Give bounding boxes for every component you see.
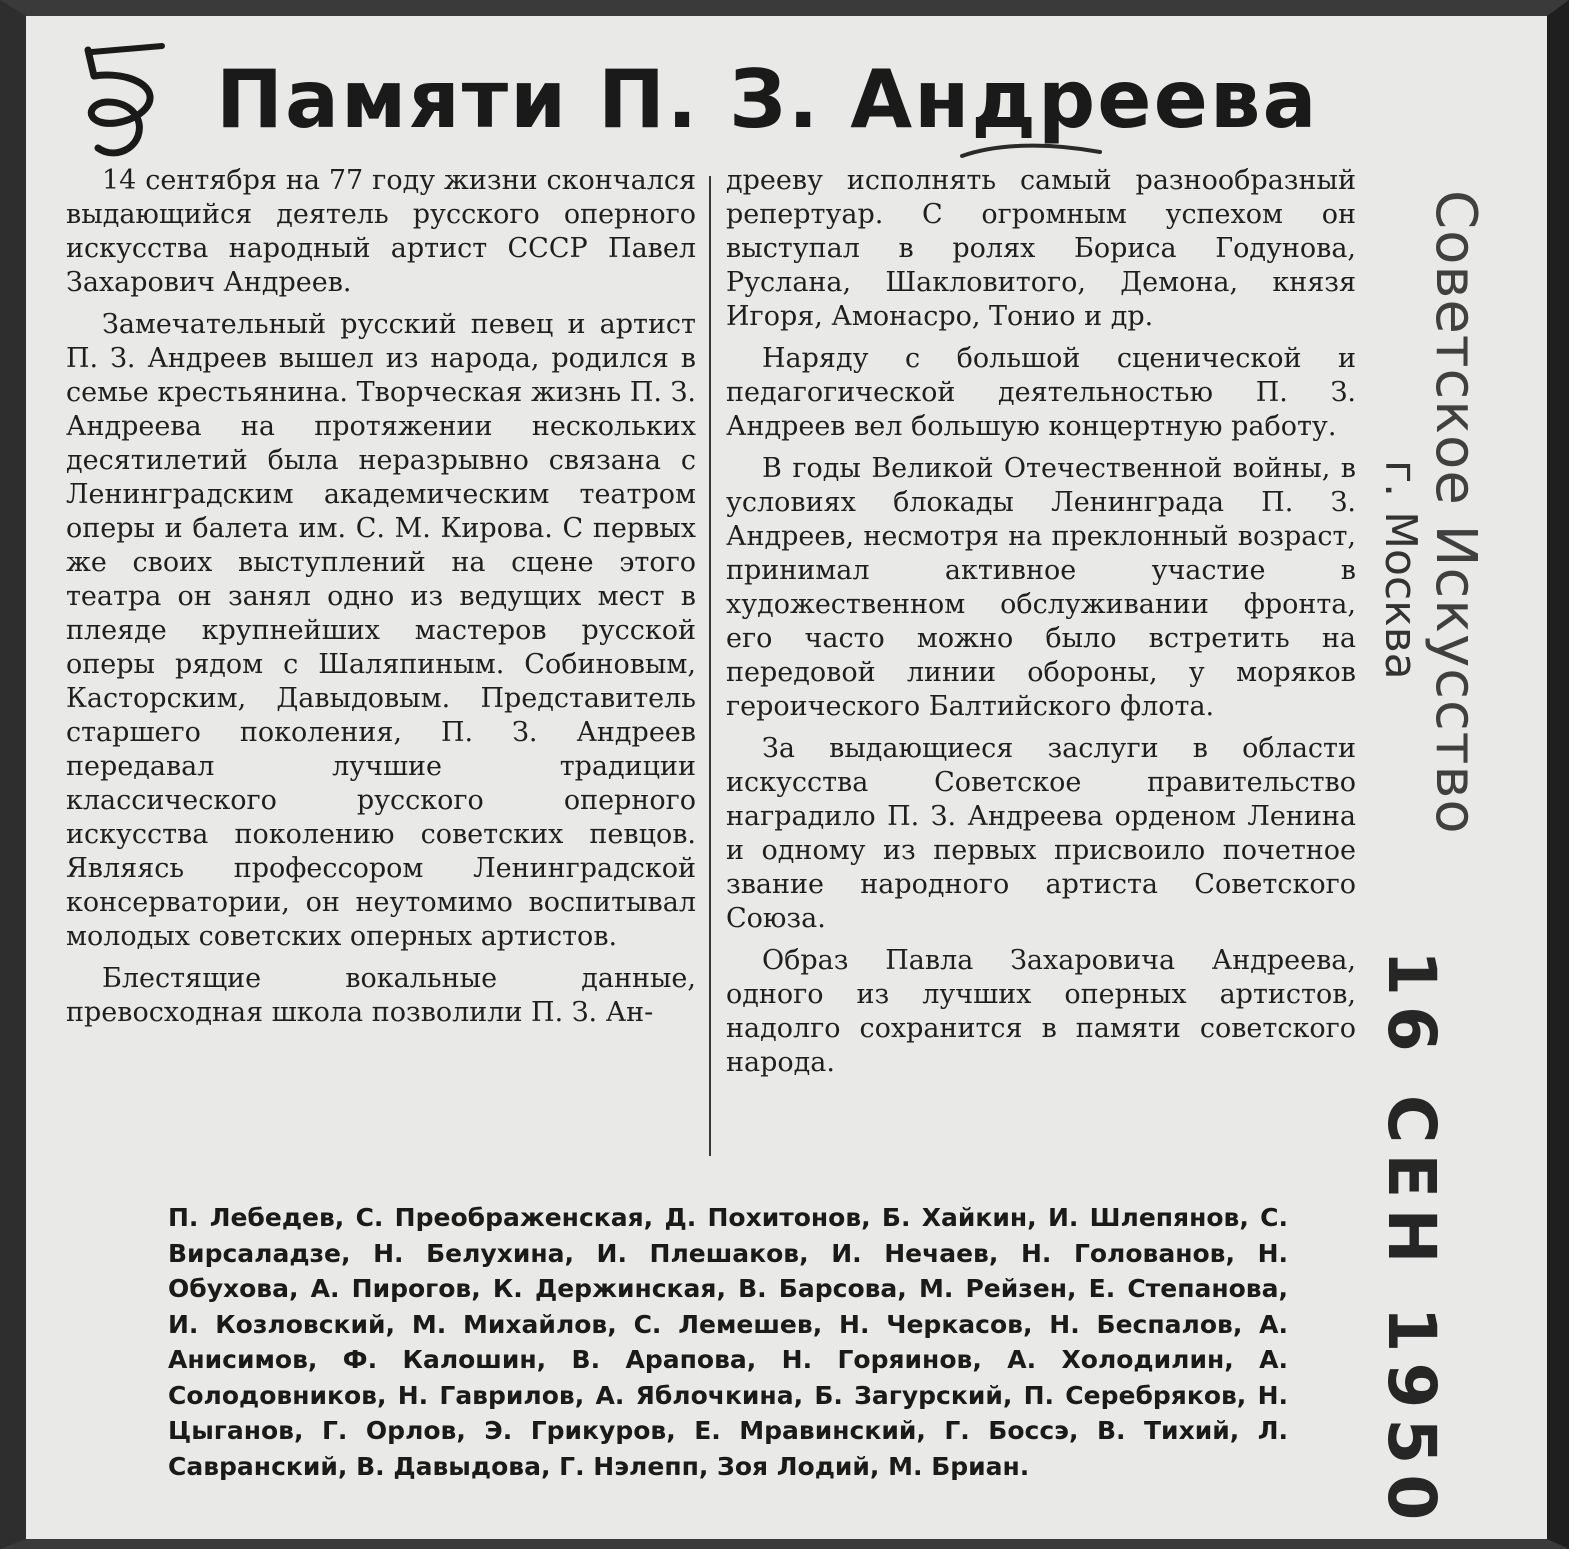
- paragraph: Блестящие вокальные данные, превосходная школа позволили П. З. Ан-: [66, 963, 696, 1028]
- article-column-left: [66, 164, 696, 1038]
- paragraph: дрееву исполнять самый разнообразный репертуар. С огромным успехом он выступал в ролях Бориса Годунова, Руслана, Шакловитого, Демона, князя Игоря, Амонасро, Тонио и др.: [726, 165, 1356, 332]
- paragraph: За выдающиеся заслуги в области искусства Советское правительство наградило П. З. Андреева орденом Ленина и одному из первых присвоило почетное звание народного артиста Советского Союза.: [726, 733, 1356, 934]
- paragraph: Образ Павла Захаровича Андреева, одного из лучших оперных артистов, надолго сохранится в памяти советского народа.: [726, 945, 1356, 1078]
- stamp-city: г. Москва: [1375, 460, 1426, 680]
- signatures-list: П. Лебедев, С. Преображенская, Д. Похитонов, Б. Хайкин, И. Шлепянов, С. Вирсаладзе, Н. Белухина, И. Плешаков, И. Нечаев, Н. Голованов, Н. Обухова, А. Пирогов, К. Держинская, В. Барсова, М. Рейзен, Е. Степанова, И. Козловский, М. Михайлов, С. Лемешев, Н. Черкасов, Н. Беспалов, А. Анисимов, Ф. Калошин, В. Арапова, Н. Горяинов, А. Холодилин, А. Солодовников, Н. Гаврилов, А. Яблочкина, Б. Загурский, П. Серебряков, Н. Цыганов, Г. Орлов, Э. Грикуров, Е. Мравинский, Г. Боссэ, В. Тихий, Л. Савранский, В. Давыдова, Г. Нэлепп, Зоя Лодий, М. Бриан.: [168, 1203, 1288, 1481]
- paragraph: В годы Великой Отечественной войны, в условиях блокады Ленинграда П. З. Андреев, несмотря на преклонный возраст, принимал активное участие в художественном обслуживании фронта, его часто можно было встретить на передовой линии обороны, у моряков героического Балтийского флота.: [726, 453, 1356, 722]
- handwritten-page-number: [78, 36, 170, 166]
- headline: Памяти П. З. Андреева: [216, 53, 1319, 146]
- stamp-publication: Советское Искусство: [1423, 190, 1488, 835]
- column-divider: [709, 176, 711, 1156]
- pen-mark: [956, 134, 1106, 164]
- paragraph: Наряду с большой сценической и педагогической деятельностью П. З. Андреев вел большую концертную работу.: [726, 343, 1356, 442]
- newspaper-clipping: [26, 16, 1547, 1539]
- paragraph: Замечательный русский певец и артист П. З. Андреев вышел из народа, родился в семье крестьянина. Творческая жизнь П. З. Андреева на протяжении нескольких десятилетий была неразрывно связана с Ленинградским академическим театром оперы и балета им. С. М. Кирова. С первых же своих выступлений на сцене этого театра он занял одно из ведущих мест в плеяде крупнейших мастеров русской оперы рядом с Шаляпиным. Собиновым, Касторским, Давыдовым. Представитель старшего поколения, П. З. Андреев передавал лучшие традиции классического русского оперного искусства поколению советских певцов. Являясь профессором Ленинградской консерватории, он неутомимо воспитывал молодых советских оперных артистов.: [66, 309, 696, 952]
- article-column-right: [726, 164, 1356, 1088]
- paragraph: 14 сентября на 77 году жизни скончался выдающийся деятель русского оперного искусства народный артист СССР Павел Захарович Андреев.: [66, 165, 696, 298]
- stamp-date: 16 СЕН 1950: [1373, 950, 1450, 1531]
